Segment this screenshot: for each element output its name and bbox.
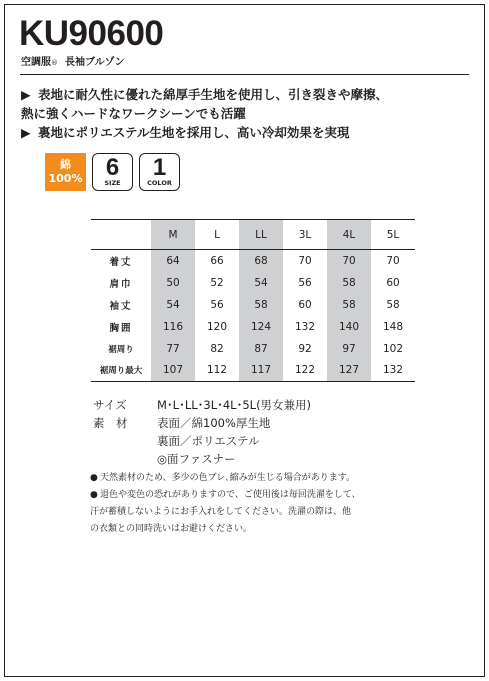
row-label: 袖丈 bbox=[109, 300, 133, 312]
table-cell: 132 bbox=[294, 320, 316, 333]
table-cell: 66 bbox=[210, 254, 224, 267]
feature-list bbox=[21, 85, 388, 142]
table-cell: 97 bbox=[327, 338, 371, 360]
note-item-continued bbox=[90, 504, 361, 521]
row-label: 肩巾 bbox=[109, 278, 133, 290]
table-cell: 112 bbox=[195, 360, 239, 382]
note-item bbox=[90, 487, 361, 504]
size-table-header bbox=[91, 220, 415, 250]
table-row bbox=[91, 360, 415, 382]
row-label: 胸囲 bbox=[109, 322, 133, 334]
spec-value: M･L･LL･3L･4L･5L(男女兼用) bbox=[157, 398, 312, 412]
size-header-4l: 4L bbox=[327, 220, 371, 250]
spec-label bbox=[93, 450, 157, 468]
spec-row-size bbox=[93, 396, 311, 414]
table-cell: 127 bbox=[327, 360, 371, 382]
note-item-continued bbox=[90, 521, 361, 538]
feature-text: 裏地にポリエステル生地を採用し、高い冷却効果を実現 bbox=[38, 125, 350, 140]
table-cell: 52 bbox=[210, 276, 224, 289]
table-cell: 58 bbox=[239, 294, 283, 316]
row-label: 着丈 bbox=[109, 256, 133, 268]
feature-text: 表地に耐久性に優れた綿厚手生地を使用し、引き裂きや摩擦、 bbox=[38, 87, 389, 102]
table-cell: 58 bbox=[327, 272, 371, 294]
note-text: 汗が蓄積しないようにお手入れをしてください。洗濯の際は、他 bbox=[90, 507, 352, 517]
table-cell: 77 bbox=[151, 338, 195, 360]
table-row bbox=[91, 272, 415, 294]
registered-mark: ® bbox=[51, 59, 58, 67]
note-text: 退色や変色の恐れがありますので、ご使用後は毎回洗濯をして、 bbox=[100, 490, 361, 500]
table-cell: 54 bbox=[151, 294, 195, 316]
table-row bbox=[91, 250, 415, 272]
size-count-badge bbox=[92, 153, 133, 191]
table-cell: 56 bbox=[210, 298, 224, 311]
brand-name: 空調服 bbox=[21, 57, 51, 68]
color-count-badge bbox=[139, 153, 180, 191]
table-cell: 92 bbox=[298, 342, 312, 355]
care-notes bbox=[90, 470, 361, 538]
spec-row-fastener bbox=[93, 450, 311, 468]
table-cell: 58 bbox=[327, 294, 371, 316]
table-row bbox=[91, 294, 415, 316]
badge-row bbox=[45, 153, 180, 191]
material-badge bbox=[45, 153, 86, 191]
table-cell: 50 bbox=[151, 272, 195, 294]
spec-label: サイズ bbox=[93, 398, 127, 412]
table-cell: 60 bbox=[298, 298, 312, 311]
size-table bbox=[91, 219, 415, 382]
table-cell: 124 bbox=[239, 316, 283, 338]
spec-value: ◎面ファスナー bbox=[157, 452, 236, 466]
bullet-dot-icon: ● bbox=[90, 490, 98, 500]
table-cell: 116 bbox=[151, 316, 195, 338]
table-cell: 120 bbox=[206, 320, 228, 333]
note-text: 天然素材のため、多少の色ブレ､縮みが生じる場合があります。 bbox=[100, 473, 356, 483]
size-header-m: M bbox=[151, 220, 195, 250]
table-row bbox=[91, 338, 415, 360]
feature-item bbox=[21, 123, 388, 142]
table-cell: 68 bbox=[239, 250, 283, 272]
size-header-5l: 5L bbox=[371, 220, 415, 250]
table-cell: 58 bbox=[386, 298, 400, 311]
spec-value: 裏面／ポリエステル bbox=[157, 434, 260, 448]
color-count-label: COLOR bbox=[147, 179, 172, 187]
table-cell: 102 bbox=[382, 342, 404, 355]
table-cell: 56 bbox=[298, 276, 312, 289]
size-header-3l: 3L bbox=[283, 220, 327, 250]
spec-value: 表面／綿100%厚生地 bbox=[157, 416, 271, 430]
triangle-bullet-icon: ▶ bbox=[21, 125, 31, 140]
table-cell: 87 bbox=[239, 338, 283, 360]
page-frame bbox=[4, 4, 485, 677]
table-cell: 60 bbox=[386, 276, 400, 289]
spec-label: 素 材 bbox=[93, 416, 128, 430]
size-header-ll: LL bbox=[239, 220, 283, 250]
note-item bbox=[90, 470, 361, 487]
size-header-blank bbox=[91, 220, 151, 250]
table-cell: 54 bbox=[239, 272, 283, 294]
table-cell: 70 bbox=[327, 250, 371, 272]
table-cell: 82 bbox=[210, 342, 224, 355]
feature-item bbox=[21, 85, 388, 104]
size-count-label: SIZE bbox=[104, 179, 121, 187]
table-cell: 70 bbox=[386, 254, 400, 267]
row-label: 裾周り bbox=[108, 344, 134, 355]
table-cell: 148 bbox=[382, 320, 404, 333]
header-divider bbox=[20, 74, 469, 75]
triangle-bullet-icon: ▶ bbox=[21, 87, 31, 102]
note-text: の衣類との同時洗いはお避けください。 bbox=[90, 524, 253, 534]
size-header-l: L bbox=[195, 220, 239, 250]
size-count: 6 bbox=[105, 154, 120, 181]
bullet-dot-icon: ● bbox=[90, 473, 98, 483]
table-cell: 107 bbox=[151, 360, 195, 382]
spec-list bbox=[93, 396, 311, 468]
spec-row-lining bbox=[93, 432, 311, 450]
row-label: 裾周り最大 bbox=[91, 360, 151, 382]
material-badge-line2: 100% bbox=[48, 172, 83, 185]
product-code: KU90600 bbox=[19, 14, 164, 53]
material-badge-line1: 綿 bbox=[60, 158, 71, 171]
table-cell: 64 bbox=[151, 250, 195, 272]
product-subtitle bbox=[21, 57, 125, 69]
color-count: 1 bbox=[152, 154, 167, 181]
feature-text: 熱に強くハードなワークシーンでも活躍 bbox=[21, 106, 246, 121]
table-cell: 132 bbox=[371, 360, 415, 382]
table-cell: 117 bbox=[239, 360, 283, 382]
product-name: 長袖ブルゾン bbox=[65, 57, 125, 68]
spec-label bbox=[93, 432, 157, 450]
spec-row-material bbox=[93, 414, 311, 432]
table-cell: 140 bbox=[327, 316, 371, 338]
table-row bbox=[91, 316, 415, 338]
table-cell: 70 bbox=[298, 254, 312, 267]
table-cell: 122 bbox=[283, 360, 327, 382]
feature-item-continued bbox=[21, 104, 388, 123]
